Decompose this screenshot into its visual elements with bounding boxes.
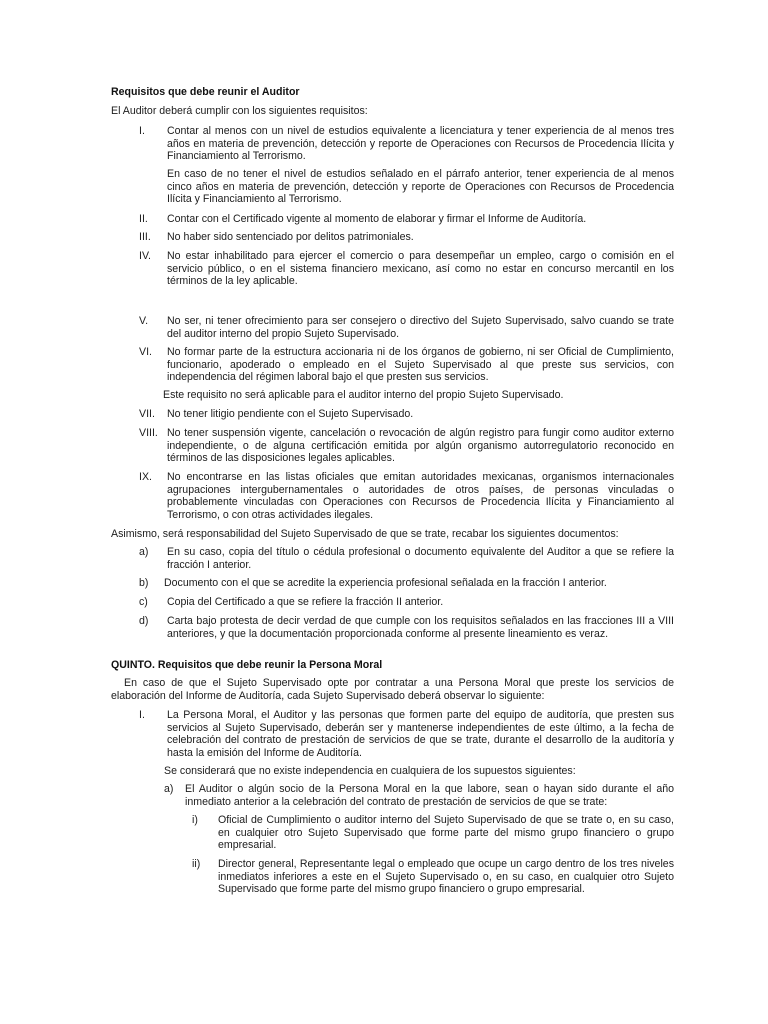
item-text: No estar inhabilitado para ejercer el comercio o para desempeñar un empleo, cargo o comisión en el servicio público, o en el sistema financiero mexicano, así como no estar en concurso mercantil en los términos de la ley aplicable. <box>167 250 674 288</box>
item-text: Carta bajo protesta de decir verdad de que cumple con los requisitos señalados en las fracciones III a VIII anteriores, y que la documentación proporcionada conforme al presente lineamiento es veraz. <box>167 615 674 640</box>
item-text: Contar al menos con un nivel de estudios equivalente a licenciatura y tener experiencia de al menos tres años en materia de prevención, detección y reporte de Operaciones con Recursos de Procedencia Ilícita y Financiamiento al Terrorismo. <box>167 125 674 163</box>
item-text: La Persona Moral, el Auditor y las personas que formen parte del equipo de auditoría, que presten sus servicios al Sujeto Supervisado, deberán ser y mantenerse independientes de este último, a la fecha de celebración del contrato de prestación de servicios de que se trate, durante el desarrollo de la auditoría y hasta la emisión del Informe de Auditoría. <box>167 709 674 759</box>
item-text: No ser, ni tener ofrecimiento para ser consejero o directivo del Sujeto Supervisado, salvo cuando se trate del auditor interno del propio Sujeto Supervisado. <box>167 315 674 340</box>
item-text: Oficial de Cumplimiento o auditor interno del Sujeto Supervisado de que se trate o, en su caso, en cualquier otro Sujeto Supervisado que forme parte del mismo grupo financiero o grupo empresarial. <box>218 814 674 852</box>
item-text: No tener litigio pendiente con el Sujeto Supervisado. <box>167 408 414 420</box>
item-text: En caso de no tener el nivel de estudios señalado en el párrafo anterior, tener experiencia de al menos cinco años en materia de prevención, detección y reporte de Operaciones con Recursos de Procedencia Ilícita y Financiamiento al Terrorismo. <box>167 168 674 206</box>
item-text: El Auditor o algún socio de la Persona Moral en la que labore, sean o hayan sido durante el año inmediato anterior a la celebración del contrato de prestación de servicios de que se trate: <box>185 783 674 808</box>
item-text: Contar con el Certificado vigente al momento de elaborar y firmar el Informe de Auditoría. <box>167 213 587 225</box>
item-text: No encontrarse en las listas oficiales que emitan autoridades mexicanas, organismos internacionales agrupaciones intergubernamentales o autoridades de otros países, de personas vinculadas o probablemente vinculadas con Operaciones con Recursos de Procedencia Ilícita y Financiamiento al Terrorismo, o con otras actividades ilegales. <box>167 471 674 521</box>
item-number: I. <box>139 125 145 137</box>
independence-intro: Se considerará que no existe independencia en cualquiera de los supuestos siguientes: <box>164 765 576 777</box>
item-text: Documento con el que se acredite la experiencia profesional señalada en la fracción I anterior. <box>164 577 607 589</box>
item-text: En su caso, copia del título o cédula profesional o documento equivalente del Auditor a que se refiere la fracción I anterior. <box>167 546 674 571</box>
item-text: Este requisito no será aplicable para el auditor interno del propio Sujeto Supervisado. <box>163 389 564 401</box>
item-letter: c) <box>139 596 148 608</box>
item-number: IX. <box>139 471 152 483</box>
persona-moral-intro: En caso de que el Sujeto Supervisado opte por contratar a una Persona Moral que preste los servicios de elaboración del Informe de Auditoría, cada Sujeto Supervisado deberá observar lo siguiente: <box>111 677 674 702</box>
intro-paragraph: El Auditor deberá cumplir con los siguientes requisitos: <box>111 105 368 117</box>
item-text: Copia del Certificado a que se refiere la fracción II anterior. <box>167 596 444 608</box>
item-number: I. <box>139 709 145 721</box>
item-roman: ii) <box>192 858 201 870</box>
item-letter: d) <box>139 615 149 627</box>
item-number: VI. <box>139 346 152 358</box>
item-text: No haber sido sentenciado por delitos patrimoniales. <box>167 231 414 243</box>
item-number: VII. <box>139 408 155 420</box>
item-text: No tener suspensión vigente, cancelación o revocación de algún registro para fungir como auditor externo independiente, o de alguna certificación emitida por algún organismo autorregulatorio reconocido en términos de las disposiciones legales aplicables. <box>167 427 674 465</box>
item-number: VIII. <box>139 427 158 439</box>
section-heading-auditor: Requisitos que debe reunir el Auditor <box>111 86 300 98</box>
documents-intro: Asimismo, será responsabilidad del Sujeto Supervisado de que se trate, recabar los siguientes documentos: <box>111 528 619 540</box>
item-letter: a) <box>139 546 149 558</box>
item-text: No formar parte de la estructura accionaria ni de los órganos de gobierno, ni ser Oficial de Cumplimiento, funcionario, apoderado o empleado en el Sujeto Supervisado al que preste sus servicios, con independencia del régimen laboral bajo el que presten sus servicios. <box>167 346 674 384</box>
item-number: II. <box>139 213 148 225</box>
item-text: Director general, Representante legal o empleado que ocupe un cargo dentro de los tres niveles inmediatos inferiores a este en el Sujeto Supervisado o, en su caso, en cualquier otro Sujeto Supervisado que forme parte del mismo grupo financiero o grupo empresarial. <box>218 858 674 896</box>
section-heading-quinto: QUINTO. Requisitos que debe reunir la Persona Moral <box>111 659 383 671</box>
item-number: III. <box>139 231 151 243</box>
item-letter: b) <box>139 577 149 589</box>
item-roman: i) <box>192 814 198 826</box>
item-number: IV. <box>139 250 151 262</box>
item-letter: a) <box>164 783 174 795</box>
item-number: V. <box>139 315 149 327</box>
